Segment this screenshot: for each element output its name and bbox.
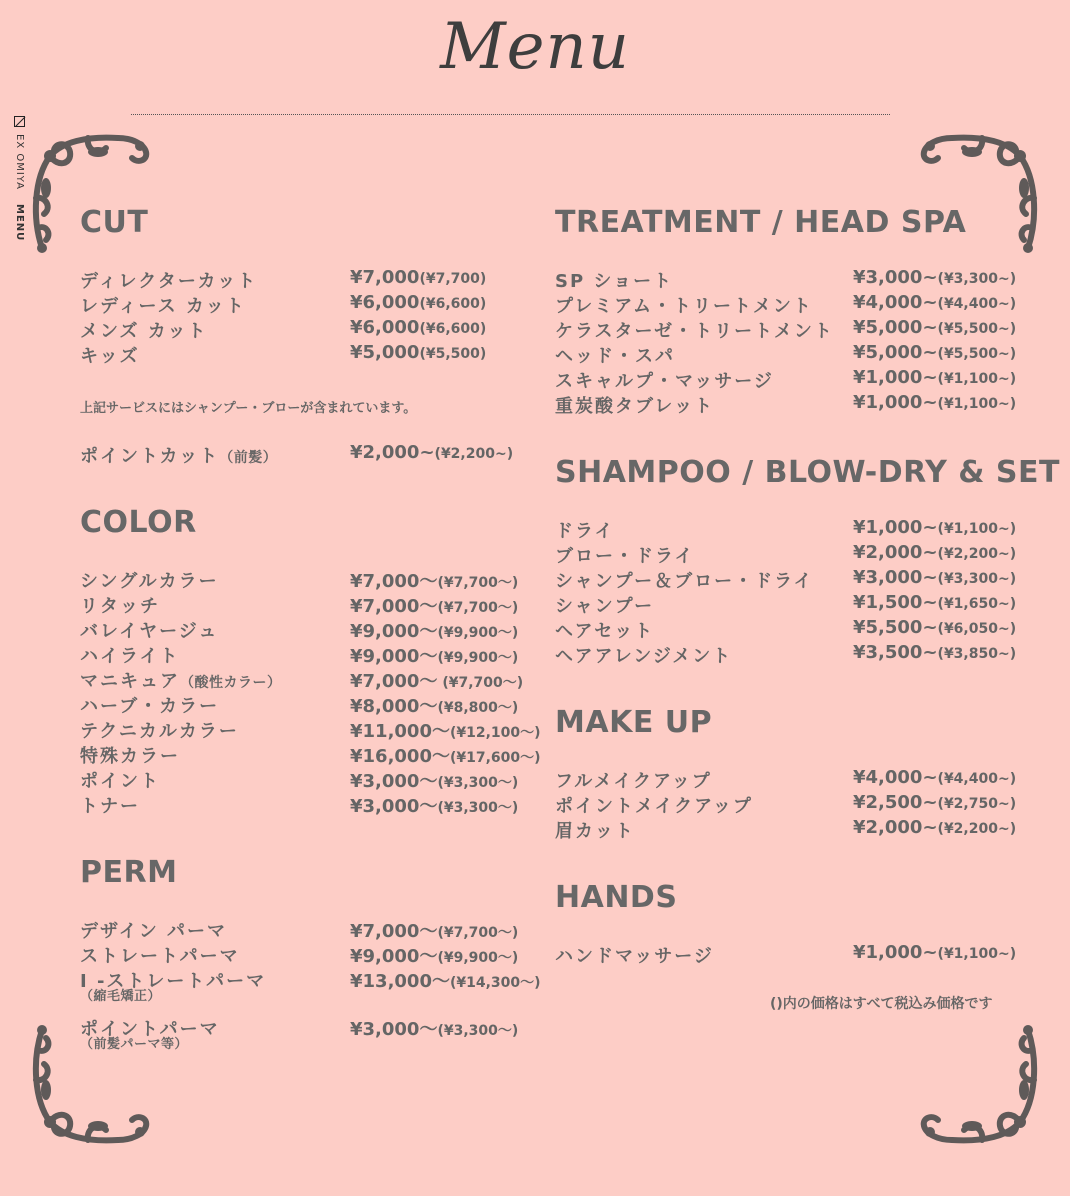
item-price: ¥9,000〜(¥9,900〜) xyxy=(350,646,519,667)
menu-item xyxy=(555,767,1025,792)
menu-item xyxy=(80,942,540,967)
item-name: ヘッド・スパ xyxy=(555,346,675,367)
item-price: ¥6,000(¥6,600) xyxy=(350,292,487,313)
item-price: ¥7,000〜 (¥7,700〜) xyxy=(350,671,524,692)
item-price: ¥1,000~(¥1,100~) xyxy=(853,367,1017,388)
menu-item xyxy=(80,592,540,617)
item-price: ¥3,000~(¥3,300~) xyxy=(853,567,1017,588)
item-price: ¥4,000~(¥4,400~) xyxy=(853,767,1017,788)
section-heading-cut: CUT xyxy=(80,205,149,240)
menu-item xyxy=(555,942,1025,967)
item-price: ¥8,000〜(¥8,800〜) xyxy=(350,696,519,717)
menu-item xyxy=(555,817,1025,842)
item-subnote: （縮毛矯正） xyxy=(80,989,162,1004)
item-name: ポイントメイクアップ xyxy=(555,796,753,817)
item-price: ¥11,000〜(¥12,100〜) xyxy=(350,721,541,742)
menu-item xyxy=(80,767,540,792)
menu-item xyxy=(80,692,540,717)
item-price: ¥2,000~(¥2,200~) xyxy=(853,817,1017,838)
item-name: ポイント xyxy=(80,771,160,792)
menu-item xyxy=(555,367,1025,392)
item-price: ¥2,000~(¥2,200~) xyxy=(350,442,514,463)
menu-item xyxy=(555,592,1025,617)
item-price: ¥13,000〜(¥14,300〜) xyxy=(350,971,541,992)
item-name: 特殊カラー xyxy=(80,746,180,767)
section-heading-shampoo: SHAMPOO / BLOW-DRY & SET xyxy=(555,455,1060,490)
menu-item xyxy=(80,667,540,692)
menu-item xyxy=(555,792,1025,817)
item-name: デザイン パーマ xyxy=(80,921,228,942)
menu-item xyxy=(555,317,1025,342)
menu-item xyxy=(555,342,1025,367)
item-name: レディース カット xyxy=(80,296,246,317)
tax-footnote: ()内の価格はすべて税込み価格です xyxy=(770,996,993,1012)
item-price: ¥4,000~(¥4,400~) xyxy=(853,292,1017,313)
item-price: ¥3,000~(¥3,300~) xyxy=(853,267,1017,288)
menu-item xyxy=(80,442,540,467)
menu-item xyxy=(80,742,540,767)
item-price: ¥6,000(¥6,600) xyxy=(350,317,487,338)
menu-item xyxy=(555,642,1025,667)
menu-item xyxy=(80,617,540,642)
item-name: フルメイクアップ xyxy=(555,771,712,792)
item-name: シャンプー xyxy=(555,596,655,617)
menu-item xyxy=(555,567,1025,592)
item-name: ドライ xyxy=(555,521,615,542)
item-price: ¥9,000〜(¥9,900〜) xyxy=(350,946,519,967)
section-heading-hands: HANDS xyxy=(555,880,678,915)
item-name: シャンプー＆ブロー・ドライ xyxy=(555,571,814,592)
section-heading-color: COLOR xyxy=(80,505,197,540)
menu-item xyxy=(80,1015,540,1052)
item-name: ディレクターカット xyxy=(80,271,258,292)
item-name: シングルカラー xyxy=(80,571,219,592)
item-price: ¥1,000~(¥1,100~) xyxy=(853,942,1017,963)
menu-item xyxy=(80,567,540,592)
item-name: バレイヤージュ xyxy=(80,621,219,642)
dotted-divider xyxy=(131,114,890,115)
side-menu-label: MENU xyxy=(14,203,25,242)
section-heading-treatment: TREATMENT / HEAD SPA xyxy=(555,205,967,240)
item-name: ヘアセット xyxy=(555,621,655,642)
menu-item xyxy=(80,342,540,367)
item-price: ¥5,500~(¥6,050~) xyxy=(853,617,1017,638)
item-name: ハンドマッサージ xyxy=(555,946,714,967)
menu-item xyxy=(555,617,1025,642)
item-name: プレミアム・トリートメント xyxy=(555,296,813,317)
menu-item xyxy=(80,292,540,317)
menu-item xyxy=(80,917,540,942)
item-price: ¥3,000〜(¥3,300〜) xyxy=(350,796,519,817)
cut-note: 上記サービスにはシャンプー・ブローが含まれています。 xyxy=(80,401,417,416)
menu-item xyxy=(555,517,1025,542)
item-price: ¥9,000〜(¥9,900〜) xyxy=(350,621,519,642)
menu-item xyxy=(555,392,1025,417)
item-price: ¥3,500~(¥3,850~) xyxy=(853,642,1017,663)
item-name: ポイントカット（前髪） xyxy=(80,446,278,467)
item-price: ¥7,000〜(¥7,700〜) xyxy=(350,596,519,617)
item-name: ブロー・ドライ xyxy=(555,546,695,567)
item-name: マニキュア（酸性カラー） xyxy=(80,671,282,692)
item-price: ¥16,000〜(¥17,600〜) xyxy=(350,746,541,767)
item-name: 重炭酸タブレット xyxy=(555,396,715,417)
side-brand: EX OMIYA xyxy=(14,134,25,190)
menu-item xyxy=(80,967,541,1004)
item-name: I -ストレートパーマ xyxy=(80,971,267,992)
item-name: リタッチ xyxy=(80,596,160,617)
item-price: ¥7,000〜(¥7,700〜) xyxy=(350,921,519,942)
menu-item xyxy=(555,542,1025,567)
item-name: ヘアアレンジメント xyxy=(555,646,733,667)
item-price: ¥1,000~(¥1,100~) xyxy=(853,392,1017,413)
item-name: ケラスターゼ・トリートメント xyxy=(555,321,834,342)
item-name: メンズ カット xyxy=(80,321,208,342)
item-price: ¥3,000〜(¥3,300〜) xyxy=(350,1019,519,1040)
brand-logo-icon xyxy=(14,116,25,127)
item-name: ハーブ・カラー xyxy=(80,696,220,717)
item-price: ¥2,000~(¥2,200~) xyxy=(853,542,1017,563)
page-title: Menu xyxy=(440,10,630,84)
item-name: ストレートパーマ xyxy=(80,946,240,967)
corner-ornament-icon xyxy=(912,1020,1042,1150)
item-subnote: （前髪パーマ等） xyxy=(80,1037,189,1052)
menu-item xyxy=(80,792,540,817)
item-price: ¥5,000~(¥5,500~) xyxy=(853,317,1017,338)
menu-item xyxy=(80,642,540,667)
item-name: キッズ xyxy=(80,346,140,367)
item-name: テクニカルカラー xyxy=(80,721,239,742)
item-price: ¥1,500~(¥1,650~) xyxy=(853,592,1017,613)
item-price: ¥5,000(¥5,500) xyxy=(350,342,487,363)
item-price: ¥5,000~(¥5,500~) xyxy=(853,342,1017,363)
item-name: ハイライト xyxy=(80,646,180,667)
item-name: トナー xyxy=(80,796,140,817)
item-price: ¥7,000〜(¥7,700〜) xyxy=(350,571,519,592)
menu-item xyxy=(555,292,1025,317)
item-name: 眉カット xyxy=(555,821,635,842)
section-heading-makeup: MAKE UP xyxy=(555,705,713,740)
item-price: ¥1,000~(¥1,100~) xyxy=(853,517,1017,538)
section-heading-perm: PERM xyxy=(80,855,178,890)
menu-item xyxy=(80,317,540,342)
menu-item xyxy=(555,267,1025,292)
item-price: ¥7,000(¥7,700) xyxy=(350,267,487,288)
item-name: SP ショート xyxy=(555,271,674,292)
side-label[interactable] xyxy=(14,134,25,241)
menu-item xyxy=(80,717,540,742)
menu-item xyxy=(80,267,540,292)
item-name: スキャルプ・マッサージ xyxy=(555,371,774,392)
item-price: ¥3,000〜(¥3,300〜) xyxy=(350,771,519,792)
item-name: ポイントパーマ xyxy=(80,1019,220,1040)
item-price: ¥2,500~(¥2,750~) xyxy=(853,792,1017,813)
